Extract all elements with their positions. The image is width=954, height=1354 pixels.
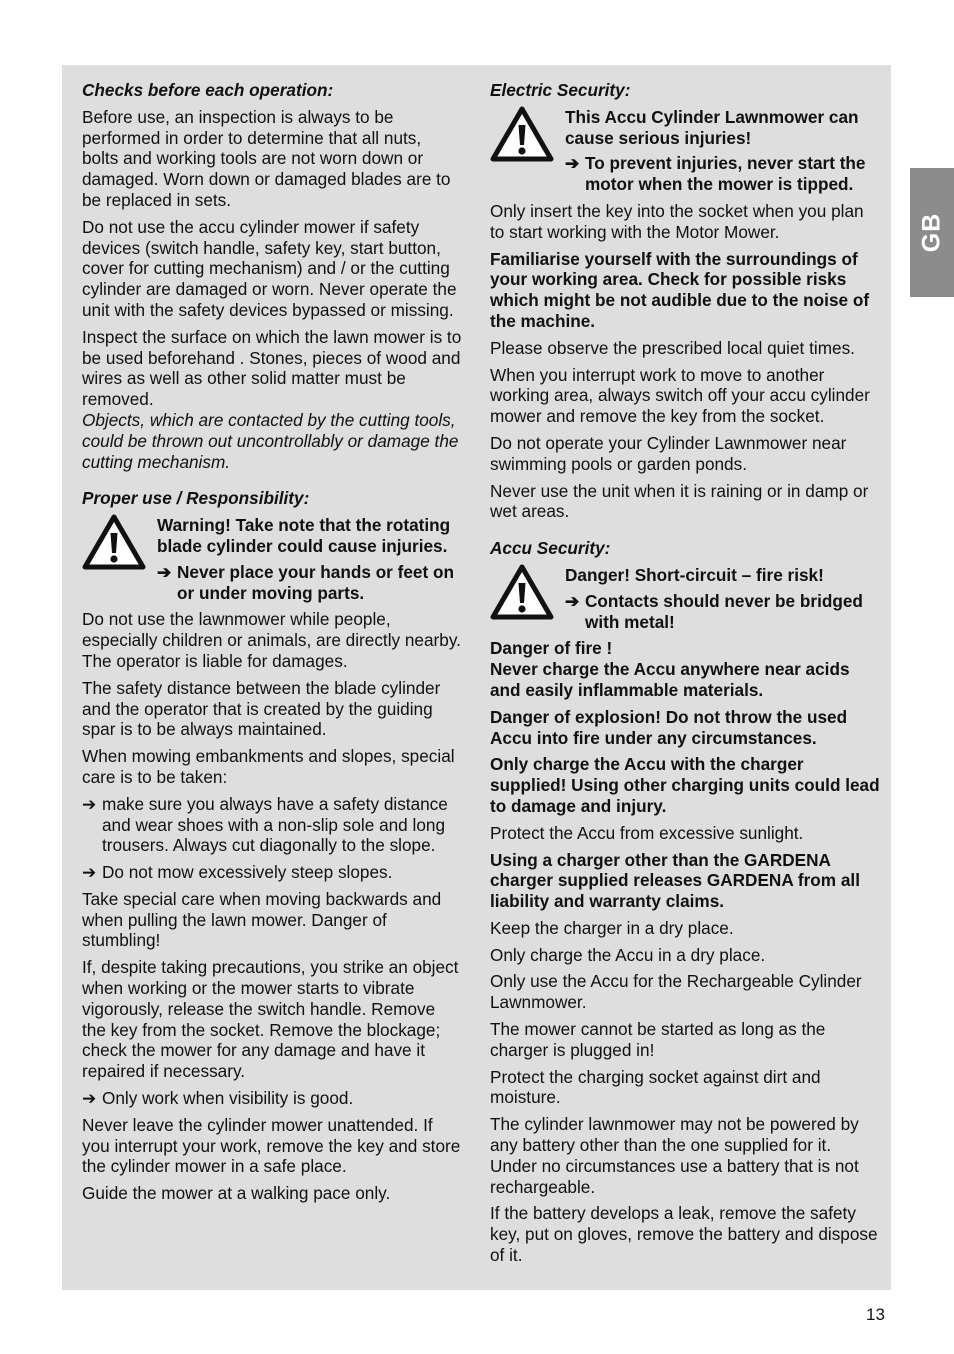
backwards-paragraph: Take special care when moving backwards and when pulling the lawn mower. Danger of stumbling! — [82, 888, 442, 951]
accu-instruction-text: Contacts should never be bridged with metal! — [585, 590, 863, 632]
fire-title: Danger of fire ! — [490, 638, 613, 659]
accu-heading: Accu Security: — [490, 538, 611, 559]
arrow-icon: ➔ — [82, 862, 97, 883]
unattended-paragraph: Never leave the cylinder mower unattended. If you interrupt your work, remove the key and store the cylinder mower in a safe place. — [82, 1114, 461, 1177]
warning-triangle-icon — [490, 105, 554, 163]
language-tab — [910, 168, 954, 297]
arrow-icon: ➔ — [82, 793, 97, 814]
leak-paragraph: If the battery develops a leak, remove the safety key, put on gloves, remove the battery and dispose of it. — [490, 1203, 878, 1266]
plugged-paragraph: The mower cannot be started as long as the charger is plugged in! — [490, 1019, 826, 1060]
list-item-text: Only work when visibility is good. — [102, 1088, 354, 1109]
fire-paragraph: Never charge the Accu anywhere near acids and easily inflammable materials. — [490, 659, 850, 700]
warning-instruction — [157, 562, 462, 604]
rain-paragraph: Never use the unit when it is raining or in damp or wet areas. — [490, 480, 869, 522]
dry-accu-paragraph: Only charge the Accu in a dry place. — [490, 944, 766, 965]
list-item-text: make sure you always have a safety distance and wear shoes with a non-slip sole and long trousers. Always cut diagonally to the slope. — [102, 793, 448, 856]
arrow-icon: ➔ — [157, 561, 172, 582]
pools-paragraph: Do not operate your Cylinder Lawnmower near swimming pools or garden ponds. — [490, 432, 847, 474]
charger-paragraph: Only charge the Accu with the charger supplied! Using other charging units could lead to damage and injury. — [490, 754, 880, 816]
language-tab-label: GB — [917, 212, 946, 253]
electric-heading: Electric Security: — [490, 80, 631, 100]
familiarise-paragraph: Familiarise yourself with the surroundings of your working area. Check for possible risks which might be not audible due to the noise of the machine. — [490, 248, 870, 331]
list-item — [82, 794, 462, 856]
electric-instruction-text: To prevent injuries, never start the motor when the mower is tipped. — [585, 153, 866, 195]
socket-paragraph: Protect the charging socket against dirt and moisture. — [490, 1066, 821, 1108]
dry-charger-paragraph: Keep the charger in a dry place. — [490, 917, 734, 938]
warning-triangle-icon — [82, 513, 146, 571]
gardena-paragraph: Using a charger other than the GARDENA charger supplied releases GARDENA from all liability and warranty claims. — [490, 849, 860, 912]
list-item — [82, 1088, 462, 1109]
checks-paragraph-1: Before use, an inspection is always to be performed in order to determine that all nuts, bolts and working tools are not worn down or damaged. Worn down or damaged blades are to be replaced in sets. — [82, 106, 451, 210]
electric-warning-text: This Accu Cylinder Lawnmower can cause serious injuries! — [565, 106, 859, 148]
sunlight-paragraph: Protect the Accu from excessive sunlight. — [490, 822, 804, 843]
only-use-paragraph: Only use the Accu for the Rechargeable Cylinder Lawnmower. — [490, 971, 862, 1013]
arrow-icon: ➔ — [82, 1088, 97, 1109]
checks-heading: Checks before each operation: — [82, 80, 334, 100]
warning-triangle-icon — [490, 563, 554, 621]
quiet-paragraph: Please observe the prescribed local quiet times. — [490, 337, 855, 358]
explosion-paragraph: Danger of explosion! Do not throw the used Accu into fire under any circumstances. — [490, 706, 848, 748]
distance-paragraph: The safety distance between the blade cylinder and the operator that is created by the guiding spar is to be always maintained. — [82, 677, 441, 740]
guide-paragraph: Guide the mower at a walking pace only. — [82, 1183, 391, 1204]
list-item-text: Do not mow excessively steep slopes. — [102, 862, 393, 883]
despite-paragraph: If, despite taking precautions, you strike an object when working or the mower starts to vibrate vigorously, release the switch handle. Remove the key from the socket. Remove the blockage; check the mower for any damage and have it repaired if necessary. — [82, 957, 459, 1082]
battery-paragraph: The cylinder lawnmower may not be powered by any battery other than the one supplied for it. Under no circumstances use a battery that is not rechargeable. — [490, 1114, 859, 1197]
embankment-paragraph: When mowing embankments and slopes, special care is to be taken: — [82, 746, 455, 787]
checks-paragraph-3: Inspect the surface on which the lawn mower is to be used beforehand . Stones, pieces of wood and wires as well as other solid matter must be removed. — [82, 326, 462, 410]
warning-text: Warning! Take note that the rotating blade cylinder could cause injuries. — [157, 515, 451, 556]
interrupt-paragraph: When you interrupt work to move to another working area, always switch off your accu cylinder mower and remove the key from the socket. — [490, 364, 870, 427]
left-column — [82, 80, 462, 1210]
proper-use-heading: Proper use / Responsibility: — [82, 488, 310, 509]
page-number: 13 — [866, 1305, 885, 1324]
arrow-icon: ➔ — [565, 590, 580, 611]
people-paragraph: Do not use the lawnmower while people, especially children or animals, are directly nearby. The operator is liable for damages. — [82, 609, 461, 671]
list-item — [82, 862, 462, 883]
arrow-icon: ➔ — [565, 153, 580, 174]
electric-instruction — [565, 153, 882, 195]
accu-warning-text: Danger! Short-circuit – fire risk! — [565, 564, 824, 585]
warning-instruction-text: Never place your hands or feet on or under moving parts. — [177, 561, 454, 603]
checks-paragraph-3-italic: Objects, which are contacted by the cutting tools, could be thrown out uncontrollably or damage the cutting mechanism. — [82, 409, 459, 472]
right-column — [490, 80, 882, 1272]
electric-warning — [490, 107, 882, 195]
key-paragraph: Only insert the key into the socket when you plan to start working with the Motor Mower. — [490, 200, 864, 242]
accu-instruction — [565, 591, 882, 633]
accu-warning — [490, 565, 882, 632]
proper-use-warning — [82, 515, 462, 603]
checks-paragraph-2: Do not use the accu cylinder mower if safety devices (switch handle, safety key, start button, cover for cutting mechanism) and / or the cutting cylinder are damaged or worn. Never operate the unit with the safety devices bypassed or missing. — [82, 216, 457, 320]
